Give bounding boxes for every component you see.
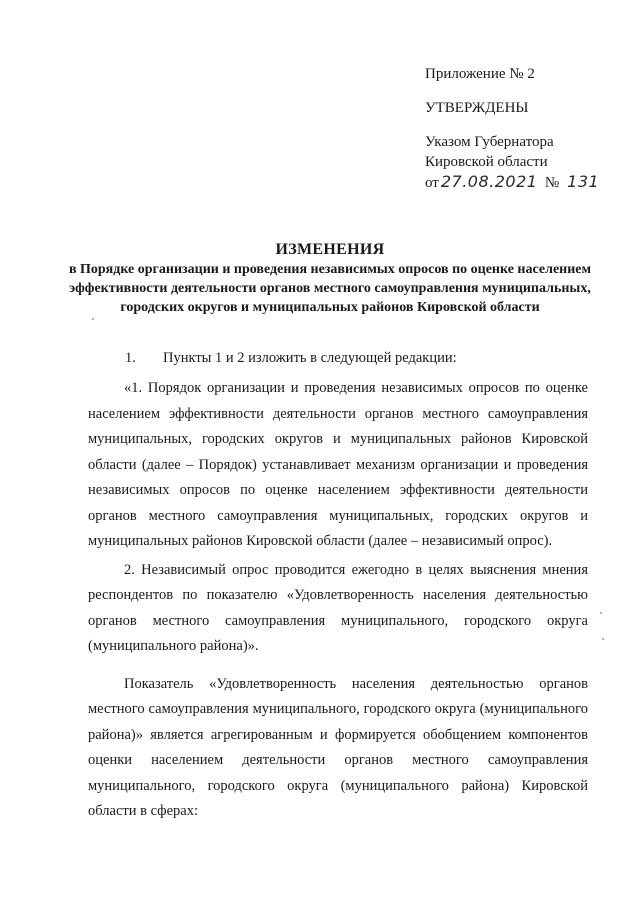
paragraph-3: Показатель «Удовлетворенность населения деятельностью органов местного самоуправления муниципального, городского округа (муниципального района)» является агрегированным и формируется обобщением компонентов оценки населением деятельности органов местного самоуправления муниципального, городского округа (муниципального района) Кировской области в сферах: xyxy=(88,675,588,819)
document-title: ИЗМЕНЕНИЯ xyxy=(275,241,385,258)
document-subtitle: в Порядке организации и проведения независимых опросов по оценке населением эффективности деятельности органов местного самоуправления муниципальных, городских округов и муниципальных районов Кировской области xyxy=(68,262,592,315)
date-prefix: от xyxy=(425,175,439,191)
handwritten-number: 131 xyxy=(567,172,600,191)
handwritten-date: 27.08.2021 xyxy=(440,172,538,191)
point-1-number: 1. xyxy=(125,350,136,366)
scan-speck xyxy=(602,638,604,640)
decree-date-line xyxy=(425,172,599,193)
point-1 xyxy=(88,348,588,368)
paragraph-2: 2. Независимый опрос проводится ежегодно в целях выяснения мнения респондентов по показателю «Удовлетворенность населения деятельностью органов местного самоуправления муниципального, городского округа (муниципального района)». xyxy=(88,561,588,654)
document-body xyxy=(88,348,588,825)
point-1-text: Пункты 1 и 2 изложить в следующей редакции: xyxy=(163,350,457,366)
paragraph-1: «1. Порядок организации и проведения независимых опросов по оценке населением эффективности деятельности органов местного самоуправления муниципальных, городских округов и муниципальных районов Кировской области (далее – Порядок) устанавливает механизм организации и проведения независимых опросов по оценке населением эффективности деятельности органов местного самоуправления муниципальных, городских округов и муниципальных районов Кировской области (далее – независимый опрос). xyxy=(88,380,588,549)
number-sign: № xyxy=(544,175,560,191)
approved-label: УТВЕРЖДЕНЫ xyxy=(425,100,529,116)
approval-block xyxy=(425,64,599,193)
document-heading xyxy=(60,240,600,317)
scan-speck xyxy=(92,318,94,320)
decree-line-1: Указом Губернатора xyxy=(425,134,554,150)
scan-speck xyxy=(600,612,602,614)
appendix-label: Приложение № 2 xyxy=(425,66,535,82)
decree-line-2: Кировской области xyxy=(425,154,548,170)
